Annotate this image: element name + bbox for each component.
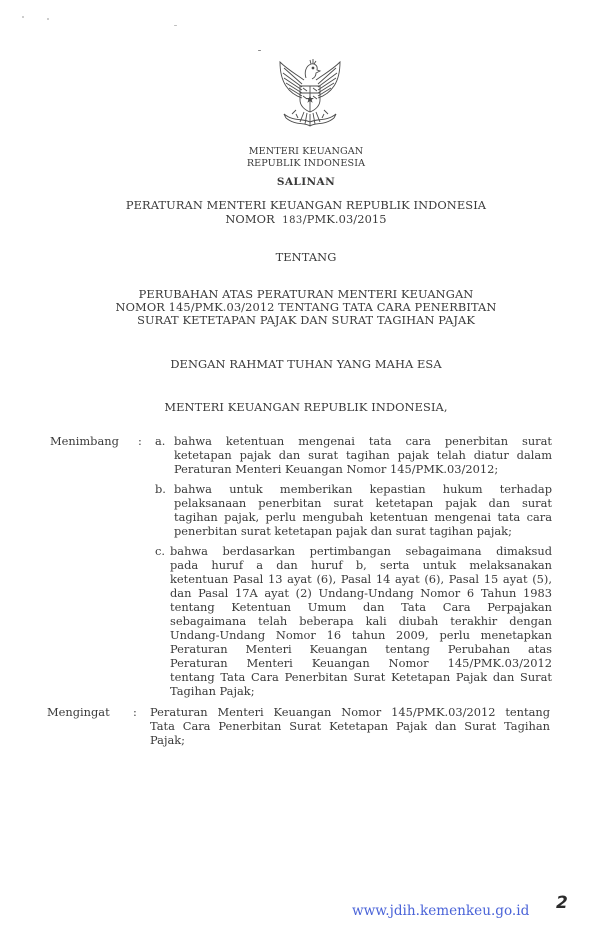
- salinan-label: SALINAN: [276, 176, 336, 188]
- text-line: bahwa ketentuan mengenai tata cara penerbitan surat: [174, 434, 552, 448]
- menimbang-item-c: [170, 544, 552, 698]
- text-line: pada huruf a dan huruf b, serta untuk melaksanakan: [170, 558, 552, 572]
- text-line: tagihan pajak, perlu mengubah ketentuan mengenai tata cara: [174, 510, 552, 524]
- subject-line-3: SURAT KETETAPAN PAJAK DAN SURAT TAGIHAN PAJAK: [137, 313, 475, 327]
- nomor-suffix: /PMK.03/2015: [302, 212, 387, 226]
- mengingat-label: Mengingat: [47, 705, 110, 719]
- menimbang-label: Menimbang: [50, 434, 119, 448]
- text-line: Tata Cara Penerbitan Surat Ketetapan Pajak dan Surat Tagihan: [150, 719, 550, 733]
- nomor-number: 183: [282, 215, 303, 226]
- text-line: tentang Ketentuan Umum dan Tata Cara Perpajakan: [170, 600, 552, 614]
- text-line: ketentuan Pasal 13 ayat (6), Pasal 14 ayat (6), Pasal 15 ayat (5),: [170, 572, 552, 586]
- text-line: Peraturan Menteri Keuangan Nomor 145/PMK.03/2012: [170, 656, 552, 670]
- scan-speck: [47, 18, 49, 20]
- text-line: Peraturan Menteri Keuangan tentang Perubahan atas: [170, 642, 552, 656]
- text-line: bahwa untuk memberikan kepastian hukum terhadap: [174, 482, 552, 496]
- menimbang-item-b: [174, 482, 552, 538]
- text-line: tentang Tata Cara Penerbitan Surat Ketetapan Pajak dan Surat: [170, 670, 552, 684]
- republic-name: REPUBLIK INDONESIA: [246, 158, 366, 169]
- issuer: MENTERI KEUANGAN REPUBLIK INDONESIA,: [164, 400, 448, 414]
- text-line: bahwa berdasarkan pertimbangan sebagaimana dimaksud: [170, 544, 552, 558]
- menimbang-item-a: [174, 434, 552, 476]
- subject-line-1: PERUBAHAN ATAS PERATURAN MENTERI KEUANGAN: [138, 287, 474, 301]
- text-line: Peraturan Menteri Keuangan Nomor 145/PMK.03/2012;: [174, 462, 499, 476]
- text-line: Pajak;: [150, 733, 186, 747]
- garuda-emblem-icon: [274, 52, 346, 136]
- text-line: Tagihan Pajak;: [170, 684, 255, 698]
- mengingat-colon: :: [133, 705, 137, 719]
- menimbang-colon: :: [138, 434, 142, 448]
- text-line: ketetapan pajak dan surat tagihan pajak telah diatur dalam: [174, 448, 552, 462]
- regulation-number: [0, 213, 612, 227]
- text-line: Undang-Undang Nomor 16 tahun 2009, perlu menetapkan: [170, 628, 552, 642]
- item-letter-b: b.: [155, 482, 166, 496]
- handwritten-page-mark: 2: [556, 893, 568, 913]
- text-line: pelaksanaan penerbitan surat ketetapan pajak dan surat: [174, 496, 552, 510]
- scan-speck: [174, 25, 177, 26]
- text-line: Peraturan Menteri Keuangan Nomor 145/PMK.03/2012 tentang: [150, 705, 550, 719]
- text-line: dan Pasal 17A ayat (2) Undang-Undang Nomor 6 Tahun 1983: [170, 586, 552, 600]
- nomor-label: NOMOR: [225, 212, 275, 226]
- text-line: penerbitan surat ketetapan pajak dan surat tagihan pajak;: [174, 524, 512, 538]
- tentang-heading: TENTANG: [275, 250, 337, 264]
- item-letter-c: c.: [155, 544, 166, 558]
- subject-line-2: NOMOR 145/PMK.03/2012 TENTANG TATA CARA PENERBITAN: [115, 300, 497, 314]
- ministry-name: MENTERI KEUANGAN: [248, 146, 364, 157]
- regulation-title: PERATURAN MENTERI KEUANGAN REPUBLIK INDONESIA: [125, 198, 487, 212]
- text-line: sebagaimana telah beberapa kali diubah terakhir dengan: [170, 614, 552, 628]
- jdih-website-link[interactable]: www.jdih.kemenkeu.go.id: [352, 903, 530, 919]
- scan-speck: [22, 16, 24, 18]
- invocation: DENGAN RAHMAT TUHAN YANG MAHA ESA: [170, 357, 442, 371]
- scan-speck: [258, 50, 261, 51]
- item-letter-a: a.: [155, 434, 166, 448]
- mengingat-content: [150, 705, 550, 747]
